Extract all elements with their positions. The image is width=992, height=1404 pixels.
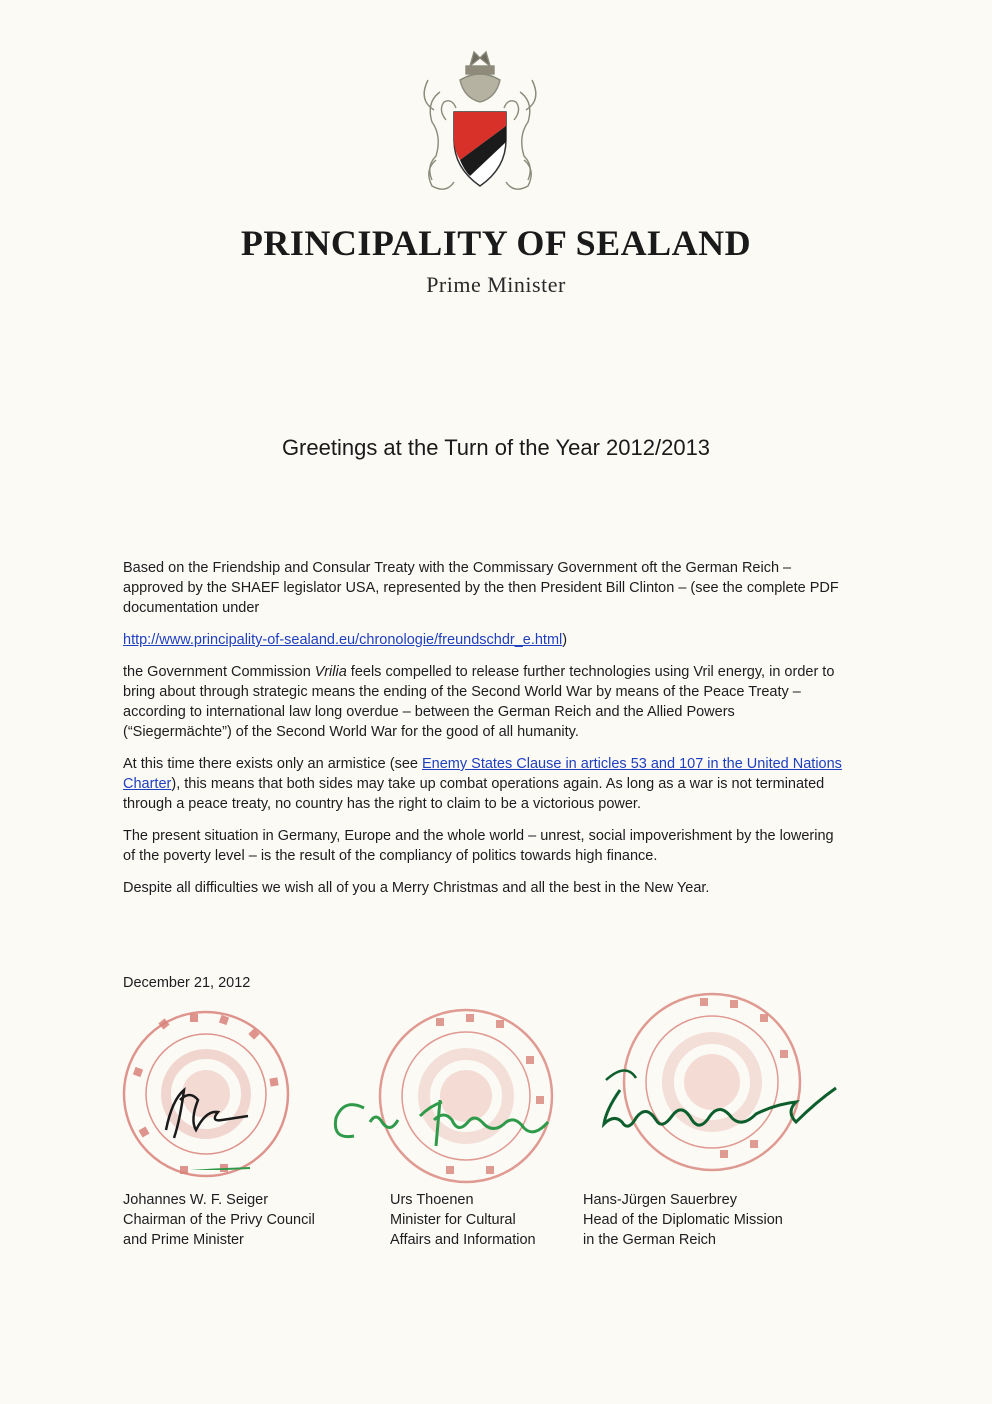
vrilia-term: Vrilia xyxy=(314,664,347,680)
page-subtitle: Prime Minister xyxy=(426,272,566,297)
signatory-name: Hans-Jürgen Sauerbrey xyxy=(583,1192,737,1208)
sealand-url-link[interactable]: http://www.principality-of-sealand.eu/chronologie/freundschdr_e.html xyxy=(123,632,563,648)
signatory-title: Chairman of the Privy Council xyxy=(123,1212,315,1228)
paragraph-2 xyxy=(123,662,843,742)
document-heading: Greetings at the Turn of the Year 2012/2013 xyxy=(281,435,711,460)
paragraph-5: Despite all difficulties we wish all of you a Merry Christmas and all the best in the New Year. xyxy=(123,880,710,896)
signatory-seiger xyxy=(123,1190,315,1250)
paragraph-2-end: feels compelled to release further technologies using Vril energy, in order to bring about through strategic means the ending of the Second World War by means of the Peace Treaty – according to international law long overdue – between the German Reich and the Allied Powers (“Siegermächte”) of the Second World War for the good of all humanity. xyxy=(123,664,835,740)
document-body xyxy=(123,558,843,910)
paragraph-3-start: At this time there exists only an armistice (see xyxy=(123,756,422,772)
paragraph-3 xyxy=(123,754,843,814)
paragraph-3-end: ), this means that both sides may take up combat operations again. As long as a war is not terminated through a peace treaty, no country has the right to claim to be a victorious power. xyxy=(123,776,825,812)
signatory-thoenen xyxy=(390,1190,536,1250)
document-date: December 21, 2012 xyxy=(123,975,251,991)
paragraph-link xyxy=(123,630,843,650)
signatory-name: Urs Thoenen xyxy=(390,1192,474,1208)
signatory-title: and Prime Minister xyxy=(123,1232,244,1248)
signatory-title: in the German Reich xyxy=(583,1232,716,1248)
sealand-crest-icon xyxy=(400,40,560,200)
signatory-title: Affairs and Information xyxy=(390,1232,536,1248)
handwritten-signatures-icon xyxy=(150,1060,910,1170)
link-close-paren: ) xyxy=(562,632,568,648)
enemy-states-clause-link[interactable]: Enemy States Clause in articles 53 and 107 in the United Nations Charter xyxy=(123,756,842,792)
signatory-title: Head of the Diplomatic Mission xyxy=(583,1212,783,1228)
page-title: PRINCIPALITY OF SEALAND xyxy=(240,223,752,263)
signatory-sauerbrey xyxy=(583,1190,783,1250)
paragraph-1: Based on the Friendship and Consular Treaty with the Commissary Government oft the German Reich – approved by the SHAEF legislator USA, represented by the then President Bill Clinton – (see the complete PDF documentation under xyxy=(123,560,839,616)
signatory-name: Johannes W. F. Seiger xyxy=(123,1192,269,1208)
signatory-title: Minister for Cultural xyxy=(390,1212,516,1228)
paragraph-2-start: the Government Commission xyxy=(123,664,315,680)
paragraph-4: The present situation in Germany, Europe and the whole world – unrest, social impoverishment by the lowering of the poverty level – is the result of the compliancy of politics towards high finance. xyxy=(123,828,834,864)
